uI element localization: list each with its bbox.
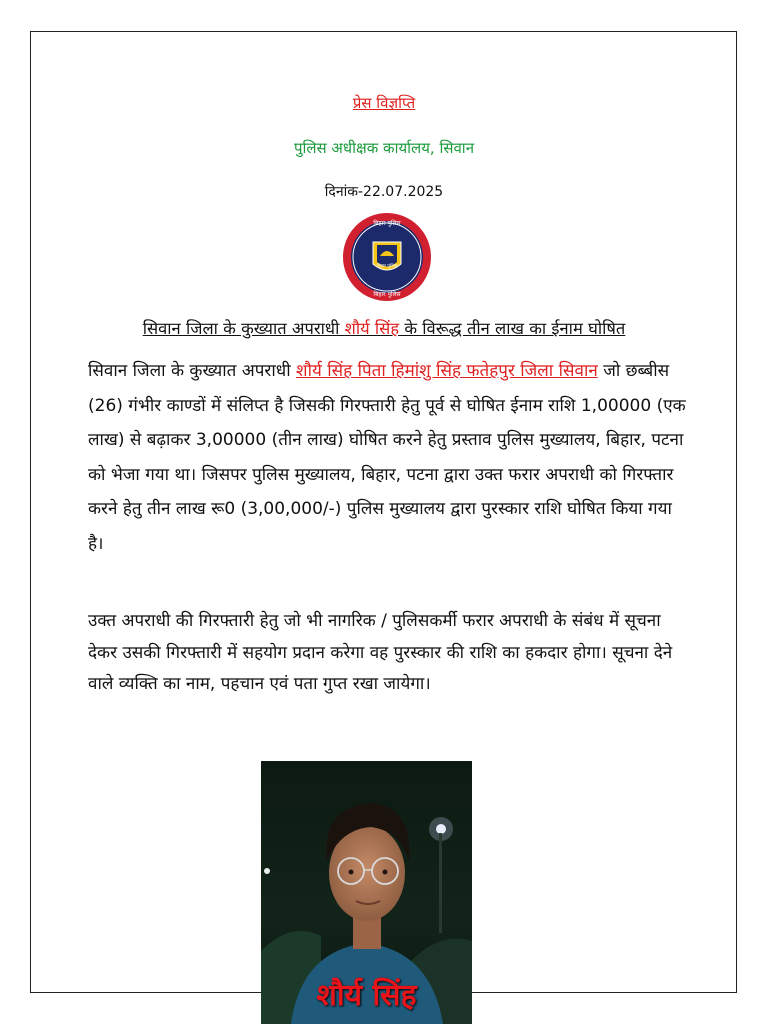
- paragraph-main-part2: जो छब्बीस (26) गंभीर काण्डों में संलिप्त है जिसकी गिरफ्तारी हेतु पूर्व से घोषित ईनाम राशि 1,00000 (एक लाख) से बढ़ाकर 3,00000 (तीन लाख) घोषित करने हेतु प्रस्ताव पुलिस मुख्यालय, बिहार, पटना को भेजा गया था। जिसपर पुलिस मुख्यालय, बिहार, पटना द्वारा उक्त फरार अपराधी को गिरफ्तार करने हेतु तीन लाख रू0 (3,00,000/-) पुलिस मुख्यालय द्वारा पुरस्कार राशि घोषित किया गया है।: [88, 361, 686, 554]
- press-release-heading: प्रेस विज्ञप्ति: [352, 94, 416, 112]
- bihar-police-logo: [342, 212, 432, 302]
- subject-name: शौर्य सिंह: [344, 319, 400, 338]
- subject-line: [60, 316, 708, 339]
- paragraph-main: [88, 354, 688, 561]
- release-date: दिनांक-22.07.2025: [324, 184, 444, 200]
- accused-photo: [261, 761, 472, 1024]
- photo-caption: शौर्य सिंह: [316, 978, 417, 1013]
- logo-bottom-text: बिहार पुलिस: [373, 291, 401, 298]
- paragraph-appeal: उक्त अपराधी की गिरफ्तारी हेतु जो भी नागरिक / पुलिसकर्मी फरार अपराधी के संबंध में सूचना देकर उसकी गिरफ्तारी में सहयोग प्रदान करेगा वह पुरस्कार की राशि का हकदार होगा। सूचना देने वाले व्यक्ति का नाम, पहचान एवं पता गुप्त रखा जायेगा।: [88, 611, 673, 694]
- office-heading: पुलिस अधीक्षक कार्यालय, सिवान: [293, 139, 475, 157]
- subject-part1: सिवान जिला के कुख्यात अपराधी: [142, 319, 345, 338]
- paragraph-main-part1: सिवान जिला के कुख्यात अपराधी: [88, 361, 297, 381]
- subject-part2: के विरूद्ध तीन लाख का ईनाम घोषित: [399, 319, 626, 338]
- accused-details: शौर्य सिंह पिता हिमांशु सिंह फतेहपुर जिला सिवान: [296, 361, 598, 381]
- logo-center-text: बिहार पुलिस: [376, 264, 398, 269]
- logo-top-text: बिहार पुलिस: [373, 220, 401, 227]
